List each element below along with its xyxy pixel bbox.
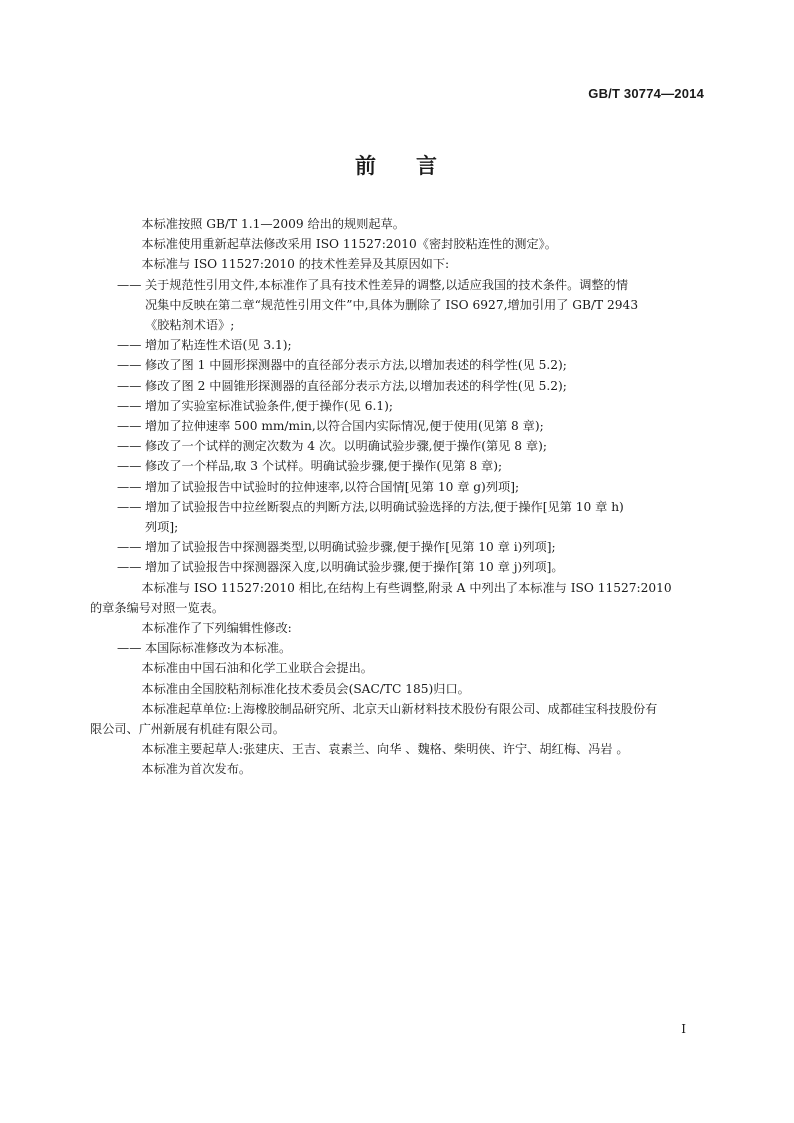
dash-mark: —— xyxy=(117,459,142,474)
list-item xyxy=(117,275,703,336)
dash-mark: —— xyxy=(117,560,142,575)
dash-mark: —— xyxy=(117,419,142,434)
list-item xyxy=(117,456,703,476)
list-item-text: 增加了拉伸速率 500 mm/min,以符合国内实际情况,便于使用(见第 8 章); xyxy=(145,419,544,434)
paragraph: 本标准按照 GB/T 1.1—2009 给出的规则起草。 xyxy=(141,217,405,231)
dash-mark: —— xyxy=(117,338,142,353)
paragraph: 本标准为首次发布。 xyxy=(141,762,252,777)
foreword-body xyxy=(90,214,703,780)
list-item-text: 增加了粘连性术语(见 3.1); xyxy=(145,338,292,353)
dash-mark: —— xyxy=(117,479,142,494)
list-item xyxy=(117,355,703,375)
paragraph: 本标准与 ISO 11527:2010 的技术性差异及其原因如下: xyxy=(141,257,450,272)
list-item xyxy=(117,335,703,355)
dash-mark: —— xyxy=(117,540,142,555)
list-item xyxy=(117,416,703,436)
paragraph: 本标准使用重新起草法修改采用 ISO 11527:2010《密封胶粘连性的测定》。 xyxy=(141,237,557,252)
list-item-text: 况集中反映在第二章“规范性引用文件”中,具体为删除了 ISO 6927,增加引用了 GB/T 2943 xyxy=(145,297,639,312)
list-item-text: 修改了图 1 中圆形探测器中的直径部分表示方法,以增加表述的科学性(见 5.2); xyxy=(145,358,567,373)
paragraph: 本标准起草单位:上海橡胶制品研究所、北京天山新材料技术股份有限公司、成都硅宝科技股份有 xyxy=(141,701,658,716)
list-item-text: 本国际标准修改为本标准。 xyxy=(145,641,292,656)
list-item xyxy=(117,638,703,658)
dash-mark: —— xyxy=(117,641,142,656)
dash-mark: —— xyxy=(117,358,142,373)
paragraph-continuation: 限公司、广州新展有机硅有限公司。 xyxy=(90,722,285,737)
paragraph: 本标准由中国石油和化学工业联合会提出。 xyxy=(141,661,373,676)
list-item xyxy=(117,436,703,456)
paragraph: 本标准与 ISO 11527:2010 相比,在结构上有些调整,附录 A 中列出了本标准与 ISO 11527:2010 xyxy=(141,580,672,595)
dash-mark: —— xyxy=(117,439,142,454)
list-item-text: 修改了图 2 中圆锥形探测器的直径部分表示方法,以增加表述的科学性(见 5.2); xyxy=(145,378,567,393)
list-item-text: 增加了试验报告中试验时的拉伸速率,以符合国情[见第 10 章 g)列项]; xyxy=(145,479,520,494)
list-item-text: 增加了实验室标准试验条件,便于操作(见 6.1); xyxy=(145,398,393,413)
paragraph-continuation: 的章条编号对照一览表。 xyxy=(90,600,225,615)
list-item-text: 修改了一个样品,取 3 个试样。明确试验步骤,便于操作(见第 8 章); xyxy=(145,459,503,474)
paragraph: 本标准由全国胶粘剂标准化技术委员会(SAC/TC 185)归口。 xyxy=(141,681,470,696)
list-item xyxy=(117,497,703,537)
title-char-2: 言 xyxy=(416,154,439,178)
title-char-1: 前 xyxy=(355,154,378,178)
list-item xyxy=(117,376,703,396)
list-item-text: 《胶粘剂术语》; xyxy=(145,318,235,333)
page-number: I xyxy=(681,1022,686,1036)
dash-mark: —— xyxy=(117,277,142,292)
paragraph: 本标准作了下列编辑性修改: xyxy=(141,621,292,636)
list-item-text: 修改了一个试样的测定次数为 4 次。以明确试验步骤,便于操作(第见 8 章); xyxy=(145,439,547,454)
dash-mark: —— xyxy=(117,378,142,393)
list-item xyxy=(117,396,703,416)
list-item-text: 增加了试验报告中探测器类型,以明确试验步骤,便于操作[见第 10 章 i)列项]; xyxy=(145,540,556,555)
list-item xyxy=(117,557,703,577)
paragraph: 本标准主要起草人:张建庆、王吉、袁素兰、向华 、魏格、柴明侠、许宁、胡红梅、冯岩 。 xyxy=(141,742,629,757)
list-item-text: 列项]; xyxy=(145,520,179,535)
page-title xyxy=(0,150,794,180)
list-item-text: 增加了试验报告中探测器深入度,以明确试验步骤,便于操作[第 10 章 j)列项]。 xyxy=(145,560,564,575)
list-item xyxy=(117,477,703,497)
list-item-text: 关于规范性引用文件,本标准作了具有技术性差异的调整,以适应我国的技术条件。调整的情 xyxy=(145,277,629,292)
dash-mark: —— xyxy=(117,398,142,413)
dash-mark: —— xyxy=(117,499,142,514)
list-item-text: 增加了试验报告中拉丝断裂点的判断方法,以明确试验选择的方法,便于操作[见第 10 章 h) xyxy=(145,499,624,514)
list-item xyxy=(117,537,703,557)
standard-code: GB/T 30774—2014 xyxy=(588,86,704,101)
